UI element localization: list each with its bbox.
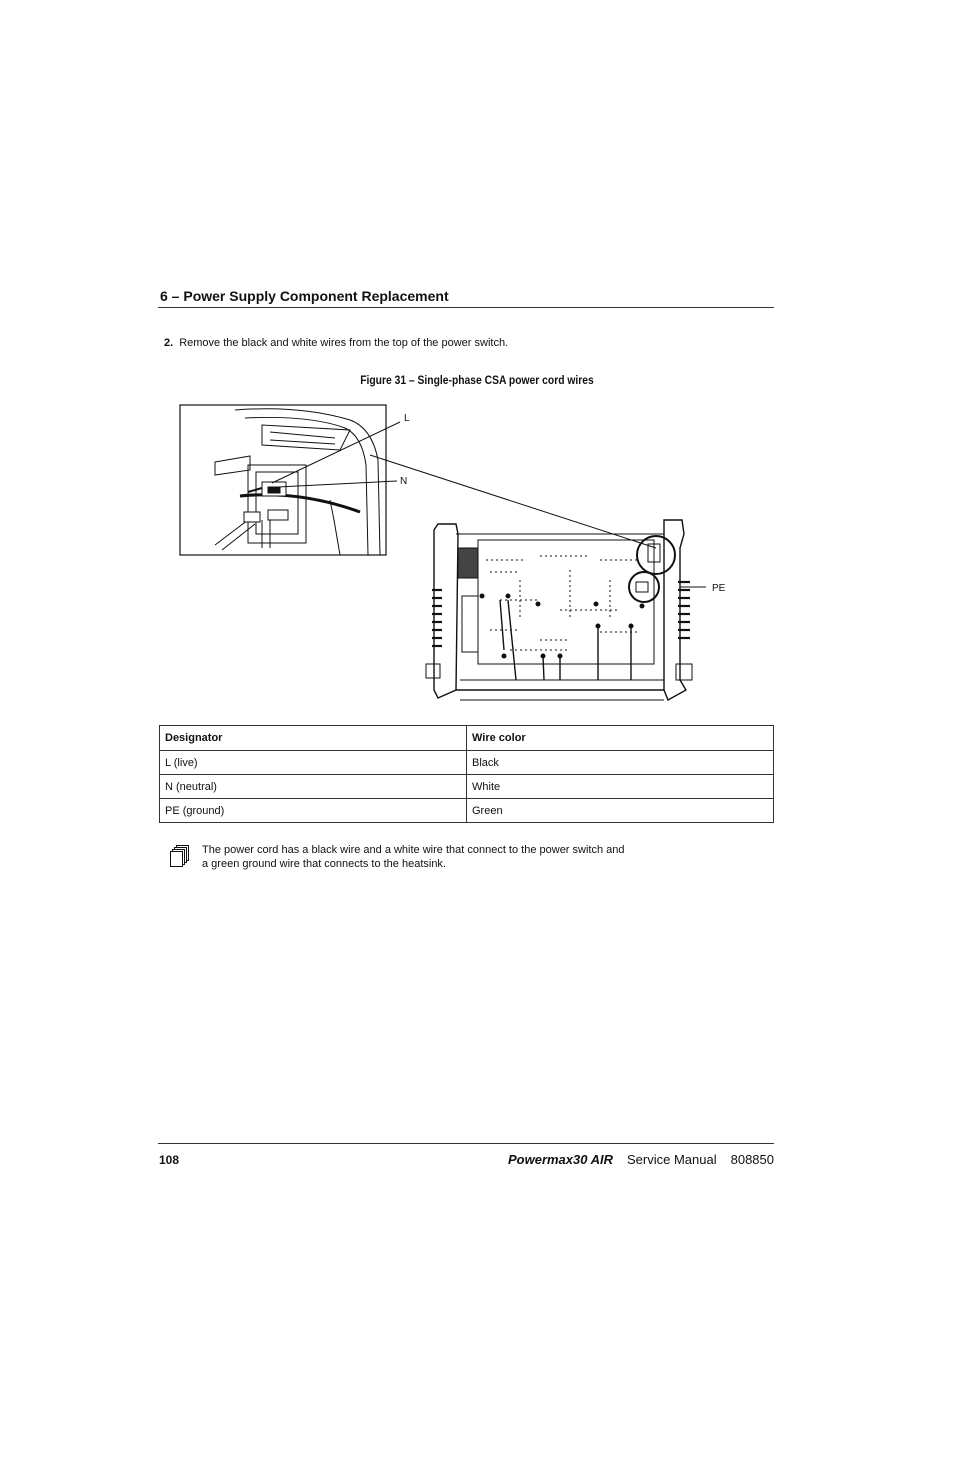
note-line-2: a green ground wire that connects to the heatsink. bbox=[202, 858, 446, 870]
table-row bbox=[160, 775, 774, 799]
power-cord-wires-figure bbox=[178, 400, 738, 712]
designator-cell: N (neutral) bbox=[160, 775, 467, 799]
callout-l: L bbox=[404, 413, 410, 424]
figure-caption: Figure 31 – Single-phase CSA power cord wires bbox=[360, 373, 594, 387]
step-text: Remove the black and white wires from the top of the power switch. bbox=[179, 337, 509, 349]
table-row bbox=[160, 751, 774, 775]
table-row bbox=[160, 799, 774, 823]
footer-rule bbox=[158, 1143, 774, 1144]
designator-cell: L (live) bbox=[160, 751, 467, 775]
chapter-title: 6 – Power Supply Component Replacement bbox=[160, 288, 449, 304]
wire-color-cell: Green bbox=[467, 799, 774, 823]
designator-cell: PE (ground) bbox=[160, 799, 467, 823]
footer-doc-info bbox=[508, 1152, 774, 1167]
callout-n: N bbox=[400, 476, 408, 487]
note-icon bbox=[170, 845, 190, 867]
part-number: 808850 bbox=[730, 1152, 774, 1167]
note-line-1: The power cord has a black wire and a white wire that connect to the power switch and bbox=[202, 844, 625, 856]
page-number: 108 bbox=[159, 1153, 180, 1167]
step-number: 2. bbox=[164, 337, 174, 349]
step-2 bbox=[164, 337, 508, 349]
header-rule bbox=[158, 307, 774, 308]
product-name: Powermax30 AIR bbox=[507, 1152, 613, 1167]
doc-type: Service Manual bbox=[627, 1152, 717, 1167]
note-text bbox=[202, 843, 672, 871]
inset-detail bbox=[180, 405, 386, 555]
header-designator: Designator bbox=[160, 726, 467, 751]
callout-pe: PE bbox=[712, 583, 726, 594]
wire-color-table bbox=[159, 725, 774, 823]
header-wire-color: Wire color bbox=[467, 726, 774, 751]
wire-color-cell: White bbox=[467, 775, 774, 799]
wire-color-cell: Black bbox=[467, 751, 774, 775]
table-header-row bbox=[160, 726, 774, 751]
